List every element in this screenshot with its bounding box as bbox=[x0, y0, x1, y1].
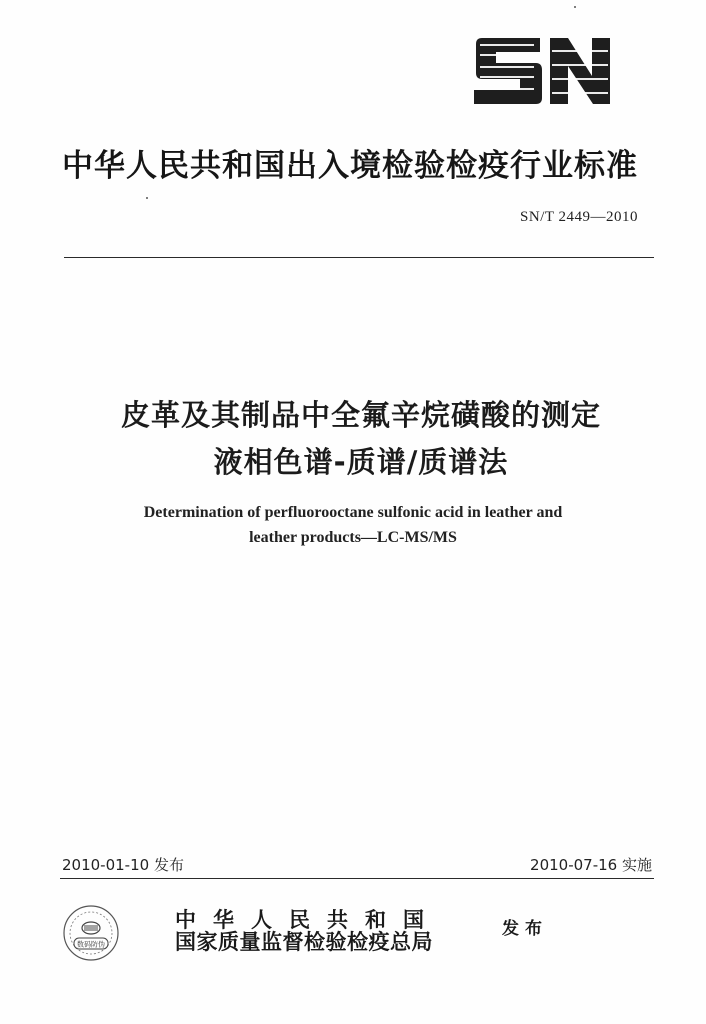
scan-speck bbox=[574, 6, 576, 8]
issuer-country: 中华人民共和国 bbox=[175, 907, 441, 932]
chinese-title-line-1: 皮革及其制品中全氟辛烷磺酸的测定 bbox=[120, 398, 601, 432]
footer-divider bbox=[60, 878, 654, 879]
standard-number: SN/T 2449—2010 bbox=[520, 209, 638, 225]
scan-speck bbox=[146, 197, 148, 199]
english-title-line-1: Determination of perfluorooctane sulfonic acid in leather and bbox=[143, 504, 563, 521]
issuer-agency: 国家质量监督检验检疫总局 bbox=[175, 929, 433, 954]
seal-text: 数码防伪 bbox=[77, 940, 105, 949]
anti-counterfeit-seal-icon bbox=[62, 904, 120, 962]
publish-label: 发布 bbox=[502, 919, 548, 939]
implementation-date: 2010-07-16 实施 bbox=[530, 856, 652, 874]
industry-standard-title: 中华人民共和国出入境检验检疫行业标准 bbox=[62, 148, 638, 184]
header-divider bbox=[64, 257, 654, 258]
chinese-title-line-2: 液相色谱-质谱/质谱法 bbox=[213, 445, 509, 479]
english-title-line-2: leather products—LC-MS/MS bbox=[249, 529, 457, 546]
logo-text: SN bbox=[470, 30, 472, 31]
sn-logo-icon bbox=[470, 30, 620, 110]
issue-date: 2010-01-10 发布 bbox=[62, 856, 184, 874]
